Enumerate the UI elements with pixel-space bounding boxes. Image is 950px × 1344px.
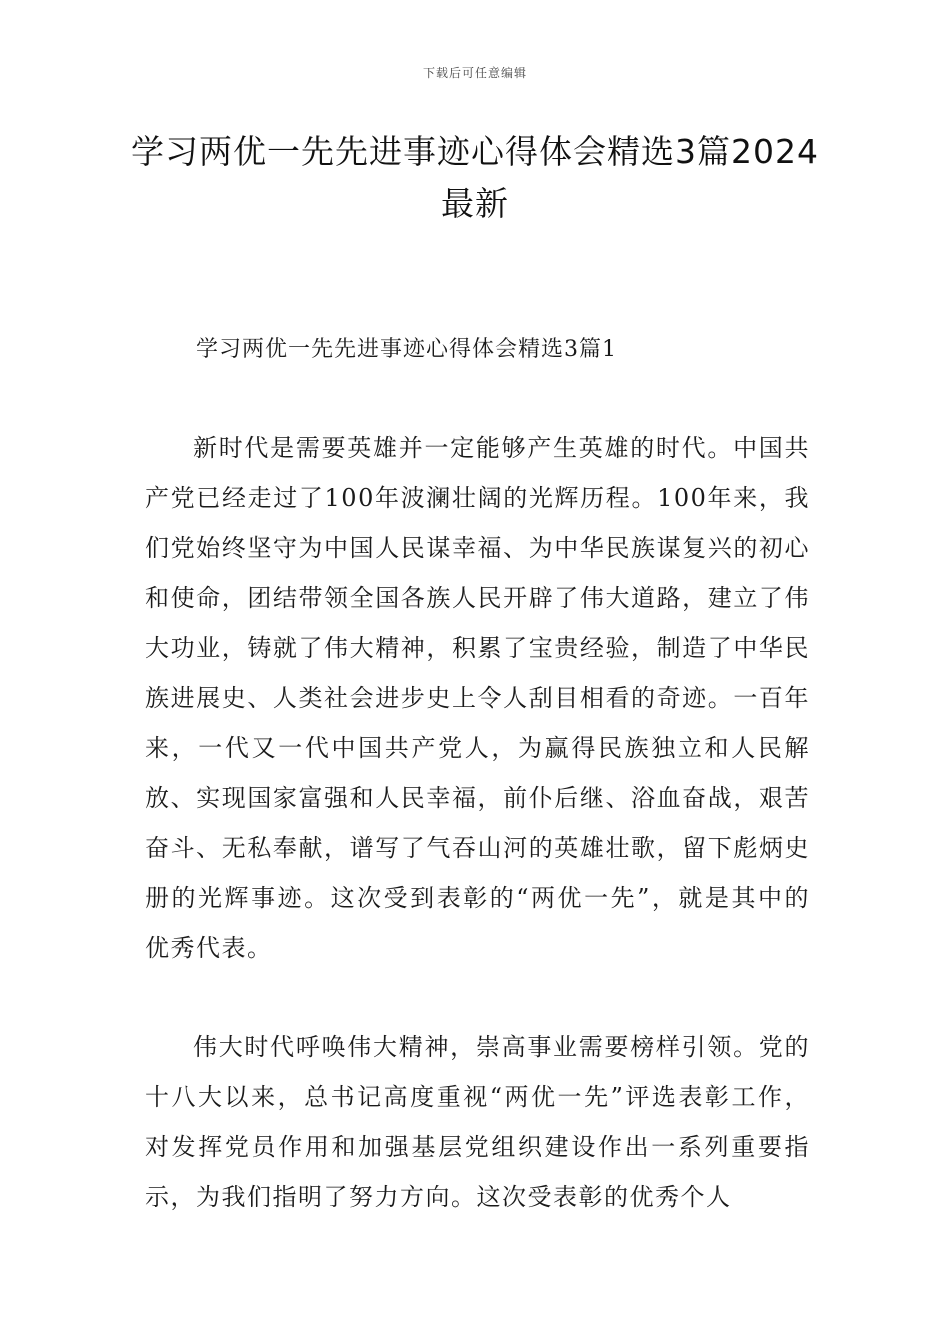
document-title: 学习两优一先先进事迹心得体会精选3篇2024最新 bbox=[131, 132, 819, 223]
section-heading: 学习两优一先先进事迹心得体会精选3篇1 bbox=[196, 337, 617, 362]
body-paragraph-1: 新时代是需要英雄并一定能够产生英雄的时代。中国共产党已经走过了100年波澜壮阔的光辉历程。100年来，我们党始终坚守为中国人民谋幸福、为中华民族谋复兴的初心和使命，团结带领全国各族人民开辟了伟大道路，建立了伟大功业，铸就了伟大精神，积累了宝贵经验，制造了中华民族进展史、人类社会进步史上令人刮目相看的奇迹。一百年来，一代又一代中国共产党人，为赢得民族独立和人民解放、实现国家富强和人民幸福，前仆后继、浴血奋战，艰苦奋斗、无私奉献，谱写了气吞山河的英雄壮歌，留下彪炳史册的光辉事迹。这次受到表彰的“两优一先”，就是其中的优秀代表。 bbox=[145, 434, 810, 962]
body-paragraph-2: 伟大时代呼唤伟大精神，崇高事业需要榜样引领。党的十八大以来，总书记高度重视“两优一先”评选表彰工作，对发挥党员作用和加强基层党组织建设作出一系列重要指示，为我们指明了努力方向。这次受表彰的优秀个人 bbox=[145, 1033, 810, 1211]
header-note: 下载后可任意编辑 bbox=[422, 66, 527, 80]
